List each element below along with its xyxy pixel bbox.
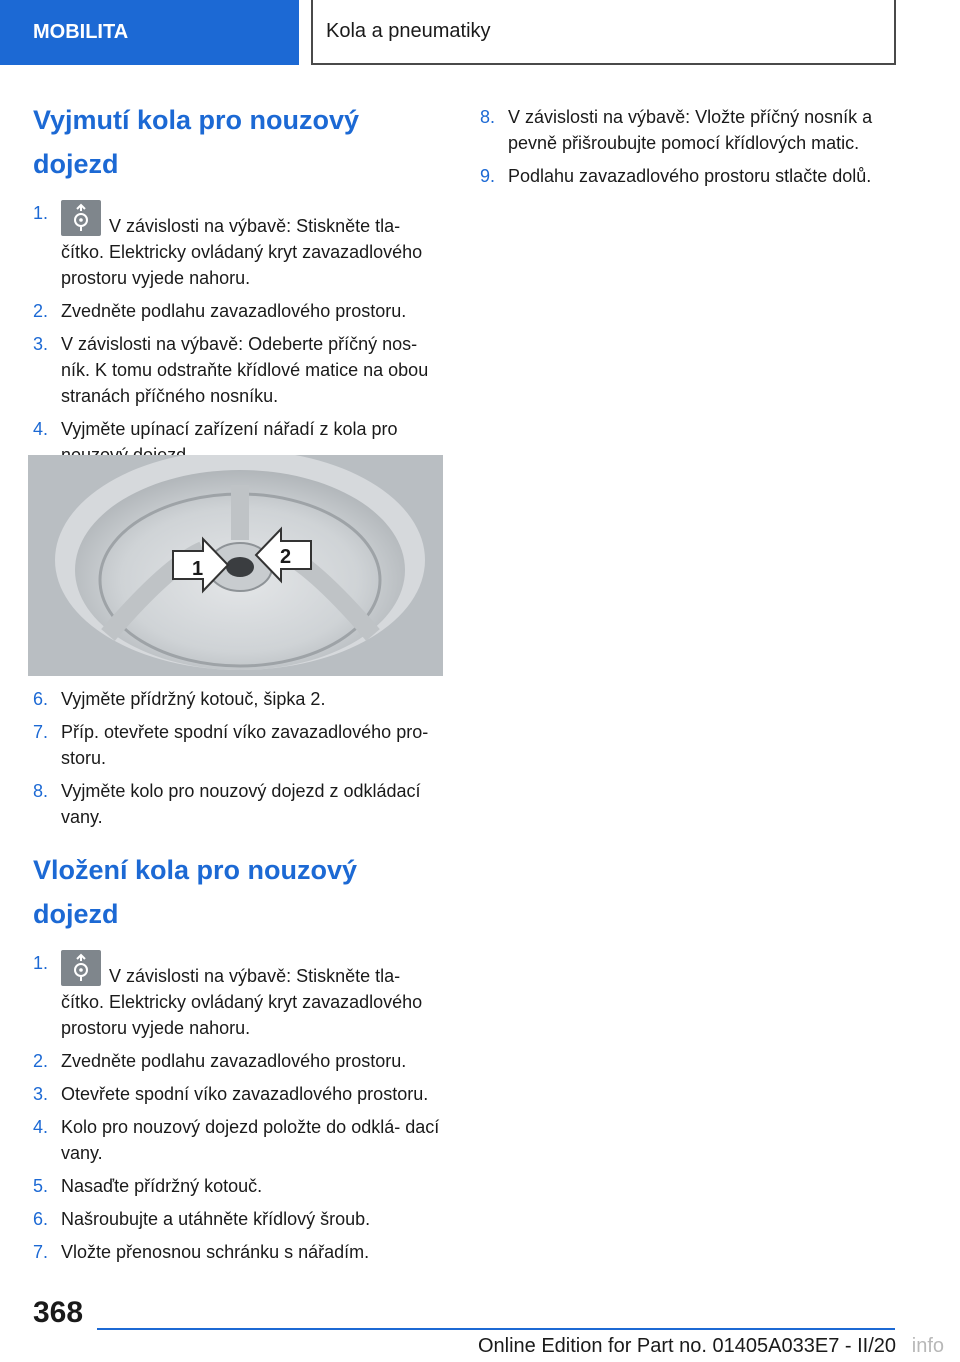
- list-item: [33, 778, 445, 830]
- step-number: 6.: [33, 1209, 49, 1229]
- arrow-1-label: 1: [192, 558, 204, 580]
- step-number: 2.: [33, 301, 49, 321]
- list-item: [33, 1206, 445, 1232]
- step-text: V závislosti na výbavě: Odeberte příčný nos- ník. K tomu odstraňte křídlové matice na obou stranách příčného nosníku.: [61, 334, 429, 406]
- step-text: Našroubujte a utáhněte křídlový šroub.: [61, 1209, 371, 1229]
- step-text: Vyjměte upínací zařízení nářadí z kola pro: [61, 419, 398, 439]
- step-text: Zvedněte podlahu zavazadlového prostoru.: [61, 1051, 407, 1071]
- list-item: [33, 298, 445, 324]
- step-number: 8.: [480, 107, 496, 127]
- remove-steps-list-right: [480, 104, 900, 189]
- spare-wheel-figure: [28, 455, 443, 676]
- step-number: 7.: [33, 722, 49, 742]
- step-text: Otevřete spodní víko zavazadlového prostoru.: [61, 1084, 429, 1104]
- step-text: Kolo pro nouzový dojezd položte do odklá- dací vany.: [61, 1117, 440, 1163]
- section-tab: MOBILITA: [0, 0, 299, 65]
- chapter-title: Kola a pneumatiky: [311, 0, 896, 65]
- section-heading-insert: Vložení kola pro nouzový dojezd: [33, 855, 358, 929]
- arrow-2-label: 2: [280, 546, 292, 568]
- step-number: 5.: [33, 1176, 49, 1196]
- list-item: [33, 686, 445, 712]
- list-item: [33, 1173, 445, 1199]
- step-number: 3.: [33, 1084, 49, 1104]
- list-item: [33, 331, 445, 409]
- list-item: [33, 950, 445, 1041]
- list-item: [33, 1114, 445, 1166]
- remove-steps-list-continued: [33, 686, 445, 830]
- step-number: 8.: [33, 781, 49, 801]
- step-number: 7.: [33, 1242, 49, 1262]
- footer-divider: [97, 1328, 895, 1330]
- left-column: [33, 98, 445, 508]
- left-column-continued: [33, 686, 445, 1272]
- step-text: Nasaďte přídržný kotouč.: [61, 1176, 263, 1196]
- step-number: 1.: [33, 203, 49, 223]
- section-heading-remove: Vyjmutí kola pro nouzový dojezd: [33, 105, 360, 179]
- edition-text: Online Edition for Part no. 01405A033E7 - II/20: [477, 1335, 896, 1357]
- list-item: [33, 719, 445, 771]
- step-number: 3.: [33, 334, 49, 354]
- list-item: [480, 163, 900, 189]
- list-item: [33, 1239, 445, 1265]
- list-item: [480, 104, 900, 156]
- step-text: Vyjměte kolo pro nouzový dojezd z odkládací vany.: [61, 781, 421, 827]
- right-column: [480, 104, 900, 196]
- step-text: Příp. otevřete spodní víko zavazadlového pro- storu.: [61, 722, 429, 768]
- step-number: 4.: [33, 419, 49, 439]
- step-text: Vyjměte přídržný kotouč, šipka 2.: [61, 689, 326, 709]
- step-number: 2.: [33, 1051, 49, 1071]
- page-number: 368: [33, 1296, 84, 1329]
- list-item: [33, 200, 445, 291]
- step-text: V závislosti na výbavě: Vložte příčný nosník a pevně přišroubujte pomocí křídlových matic.: [508, 107, 873, 153]
- step-number: 9.: [480, 166, 496, 186]
- step-text: Podlahu zavazadlového prostoru stlačte dolů.: [508, 166, 872, 186]
- step-number: 6.: [33, 689, 49, 709]
- watermark-text: info: [911, 1335, 944, 1357]
- list-item: [33, 1048, 445, 1074]
- insert-steps-list: [33, 950, 445, 1265]
- step-text: Zvedněte podlahu zavazadlového prostoru.: [61, 301, 407, 321]
- trunk-floor-button-icon: [61, 200, 101, 236]
- step-text: Vložte přenosnou schránku s nářadím.: [61, 1242, 370, 1262]
- step-number: 4.: [33, 1117, 49, 1137]
- step-text: V závislosti na výbavě: Stiskněte tla- čítko. Elektricky ovládaný kryt zavazadlového prostoru vyjede nahoru.: [61, 966, 423, 1038]
- step-text: V závislosti na výbavě: Stiskněte tla- čítko. Elektricky ovládaný kryt zavazadlového prostoru vyjede nahoru.: [61, 216, 423, 288]
- step-number: 1.: [33, 953, 49, 973]
- list-item: [33, 1081, 445, 1107]
- trunk-floor-button-icon: [61, 950, 101, 986]
